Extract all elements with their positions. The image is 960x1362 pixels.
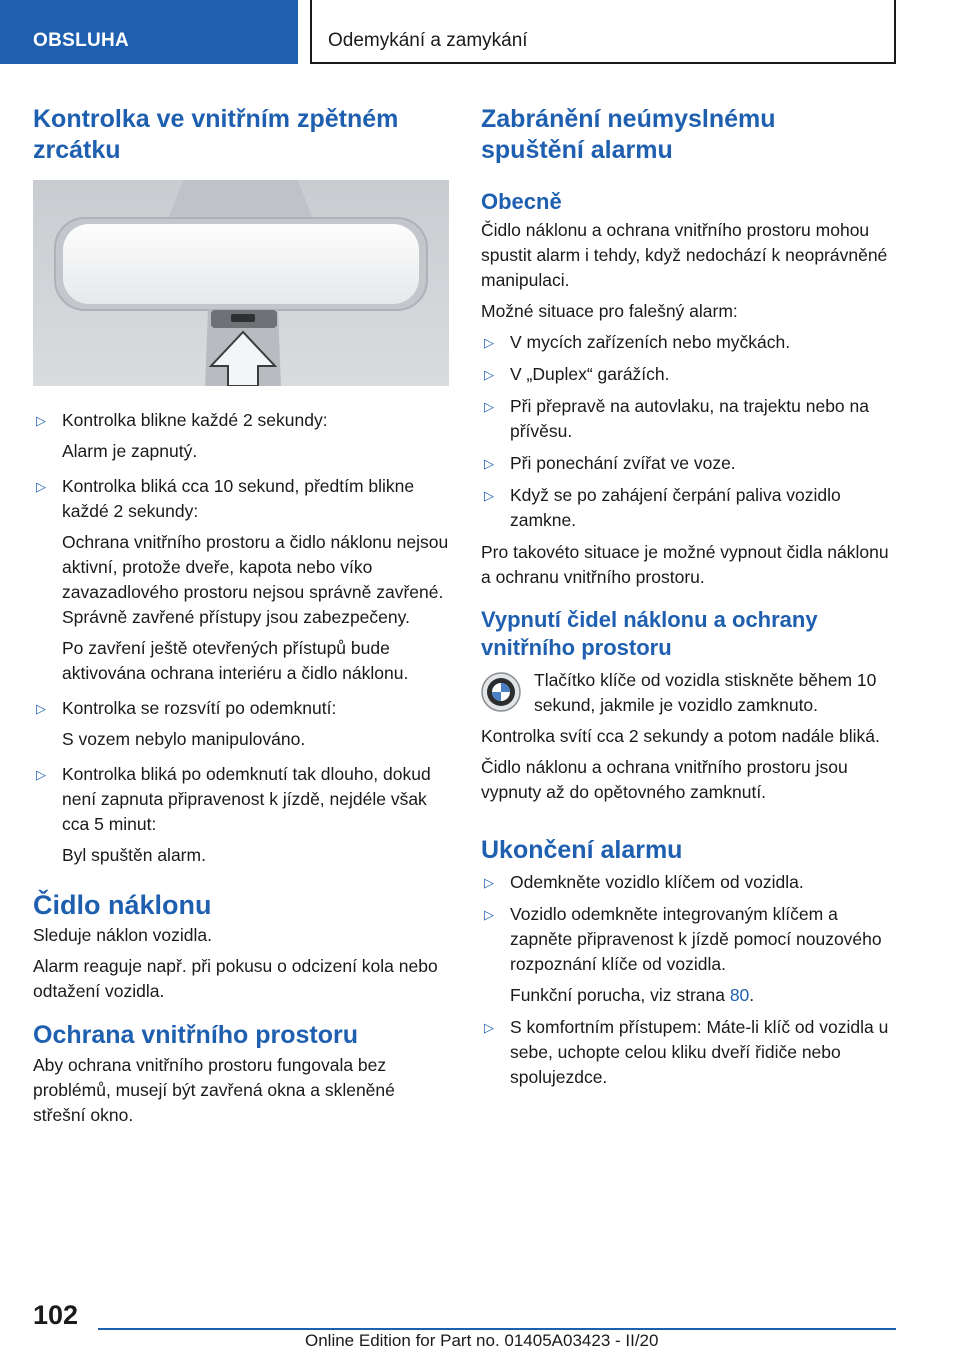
list-item: ▷ S komfortním přístupem: Máte-li klíč od vozidla u sebe, uchopte celou kliku dveří řidiče nebo spolujezdce. bbox=[484, 1017, 889, 1087]
left-column bbox=[33, 104, 451, 1128]
key-instruction: Tlačítko klíče od vozidla stiskněte během 10 sekund, jakmile je vozidlo zamknuto. bbox=[481, 668, 899, 718]
heading-disable-sensors: Vypnutí čidel náklonu a ochrany vnitřního prostoru bbox=[481, 607, 818, 660]
list-item: ▷ V „Duplex“ garážích. bbox=[481, 362, 899, 387]
bullet-triangle-icon: ▷ bbox=[484, 907, 494, 922]
bullet-triangle-icon: ▷ bbox=[36, 413, 46, 428]
bullet-triangle-icon: ▷ bbox=[484, 367, 494, 382]
header-section-label: OBSLUHA bbox=[33, 30, 130, 51]
list-item: ▷ Kontrolka blikne každé 2 sekundy: Alarm je zapnutý. bbox=[36, 410, 328, 461]
heading-end-alarm: Ukončení alarmu bbox=[481, 836, 683, 864]
bullet-triangle-icon: ▷ bbox=[484, 335, 494, 350]
tilt-paragraph-1: Sleduje náklon vozidla. bbox=[33, 925, 213, 945]
right-column bbox=[481, 104, 899, 1090]
list-item: ▷ V mycích zařízeních nebo myčkách. bbox=[481, 330, 899, 355]
interior-paragraph: Aby ochrana vnitřního prostoru fungovala bez problémů, musejí být zavřená okna a skleněné střešní okno. bbox=[33, 1055, 395, 1125]
heading-general: Obecně bbox=[481, 189, 562, 214]
mirror-indicator-list bbox=[33, 408, 451, 868]
bullet-triangle-icon: ▷ bbox=[484, 456, 494, 471]
heading-interior-protection: Ochrana vnitřního prostoru bbox=[33, 1021, 359, 1049]
tilt-paragraph-2: Alarm reaguje např. při pokusu o odcizení kola nebo odtažení vozidla. bbox=[33, 956, 438, 1001]
list-item: ▷ Při přepravě na autovlaku, na trajektu nebo na přívěsu. bbox=[484, 396, 869, 441]
list-item: ▷ Kontrolka se rozsvítí po odemknutí: S vozem nebylo manipulováno. bbox=[36, 698, 337, 749]
bullet-triangle-icon: ▷ bbox=[36, 479, 46, 494]
bullet-triangle-icon: ▷ bbox=[484, 488, 494, 503]
header-chapter-box bbox=[310, 0, 896, 64]
false-alarm-outro: Pro takovéto situace je možné vypnout čidla náklonu a ochranu vnitřního prostoru. bbox=[481, 542, 889, 587]
list-item: ▷ Vozidlo odemkněte integrovaným klíčem a zapněte připravenost k jízdě pomocí nouzového rozpoznání klíče od vozidla. Funkční porucha, viz strana 80. bbox=[484, 904, 882, 1005]
disable-paragraph-2: Čidlo náklonu a ochrana vnitřního prostoru jsou vypnuty až do opětovného zamknutí. bbox=[481, 757, 848, 802]
heading-mirror-indicator: Kontrolka ve vnitřním zpětném zrcátku bbox=[33, 105, 399, 164]
false-alarm-intro: Možné situace pro falešný alarm: bbox=[481, 301, 738, 321]
disable-paragraph-1: Kontrolka svítí cca 2 sekundy a potom nadále bliká. bbox=[481, 726, 880, 746]
general-paragraph: Čidlo náklonu a ochrana vnitřního prostoru mohou spustit alarm i tehdy, když nedochází k neoprávněné manipulaci. bbox=[481, 220, 888, 290]
bullet-triangle-icon: ▷ bbox=[36, 701, 46, 716]
list-item: ▷ Při ponechání zvířat ve voze. bbox=[481, 451, 899, 476]
bullet-triangle-icon: ▷ bbox=[484, 399, 494, 414]
list-item: ▷ Když se po zahájení čerpání paliva vozidlo zamkne. bbox=[484, 485, 841, 530]
footer-divider bbox=[98, 1328, 896, 1330]
bullet-triangle-icon: ▷ bbox=[484, 1020, 494, 1035]
footer-edition: Online Edition for Part no. 01405A03423 - II/20 bbox=[305, 1331, 659, 1350]
bmw-key-icon bbox=[481, 672, 521, 712]
page-number: 102 bbox=[33, 1300, 79, 1330]
heading-tilt-sensor: Čidlo náklonu bbox=[33, 890, 212, 920]
header-section-tab bbox=[0, 0, 298, 64]
bullet-triangle-icon: ▷ bbox=[36, 767, 46, 782]
header-chapter-label: Odemykání a zamykání bbox=[328, 30, 528, 51]
false-alarm-list bbox=[481, 330, 899, 533]
list-item: ▷ Kontrolka bliká cca 10 sekund, předtím blikne každé 2 sekundy: Ochrana vnitřního prostoru a čidlo náklonu nejsou aktivní, protože dveře, kapota nebo víko zavazadlového prostoru nejsou správně zavřené. Správně zavřené přístupy jsou zabezpečeny. Po zavření ještě otevřených přístupů bude aktivována ochrana interiéru a čidlo náklonu. bbox=[36, 476, 449, 683]
mirror-illustration bbox=[33, 180, 449, 386]
list-item: ▷ Odemkněte vozidlo klíčem od vozidla. bbox=[481, 870, 899, 895]
bullet-triangle-icon: ▷ bbox=[484, 875, 494, 890]
end-alarm-list bbox=[481, 870, 899, 1090]
list-item: ▷ Kontrolka bliká po odemknutí tak dlouho, dokud není zapnuta připravenost k jízdě, nejdéle však cca 5 minut: Byl spuštěn alarm. bbox=[36, 764, 431, 865]
page-reference-link[interactable]: 80 bbox=[729, 985, 750, 1005]
heading-prevent-false-alarm: Zabránění neúmyslnému spuštění alarmu bbox=[481, 105, 776, 164]
